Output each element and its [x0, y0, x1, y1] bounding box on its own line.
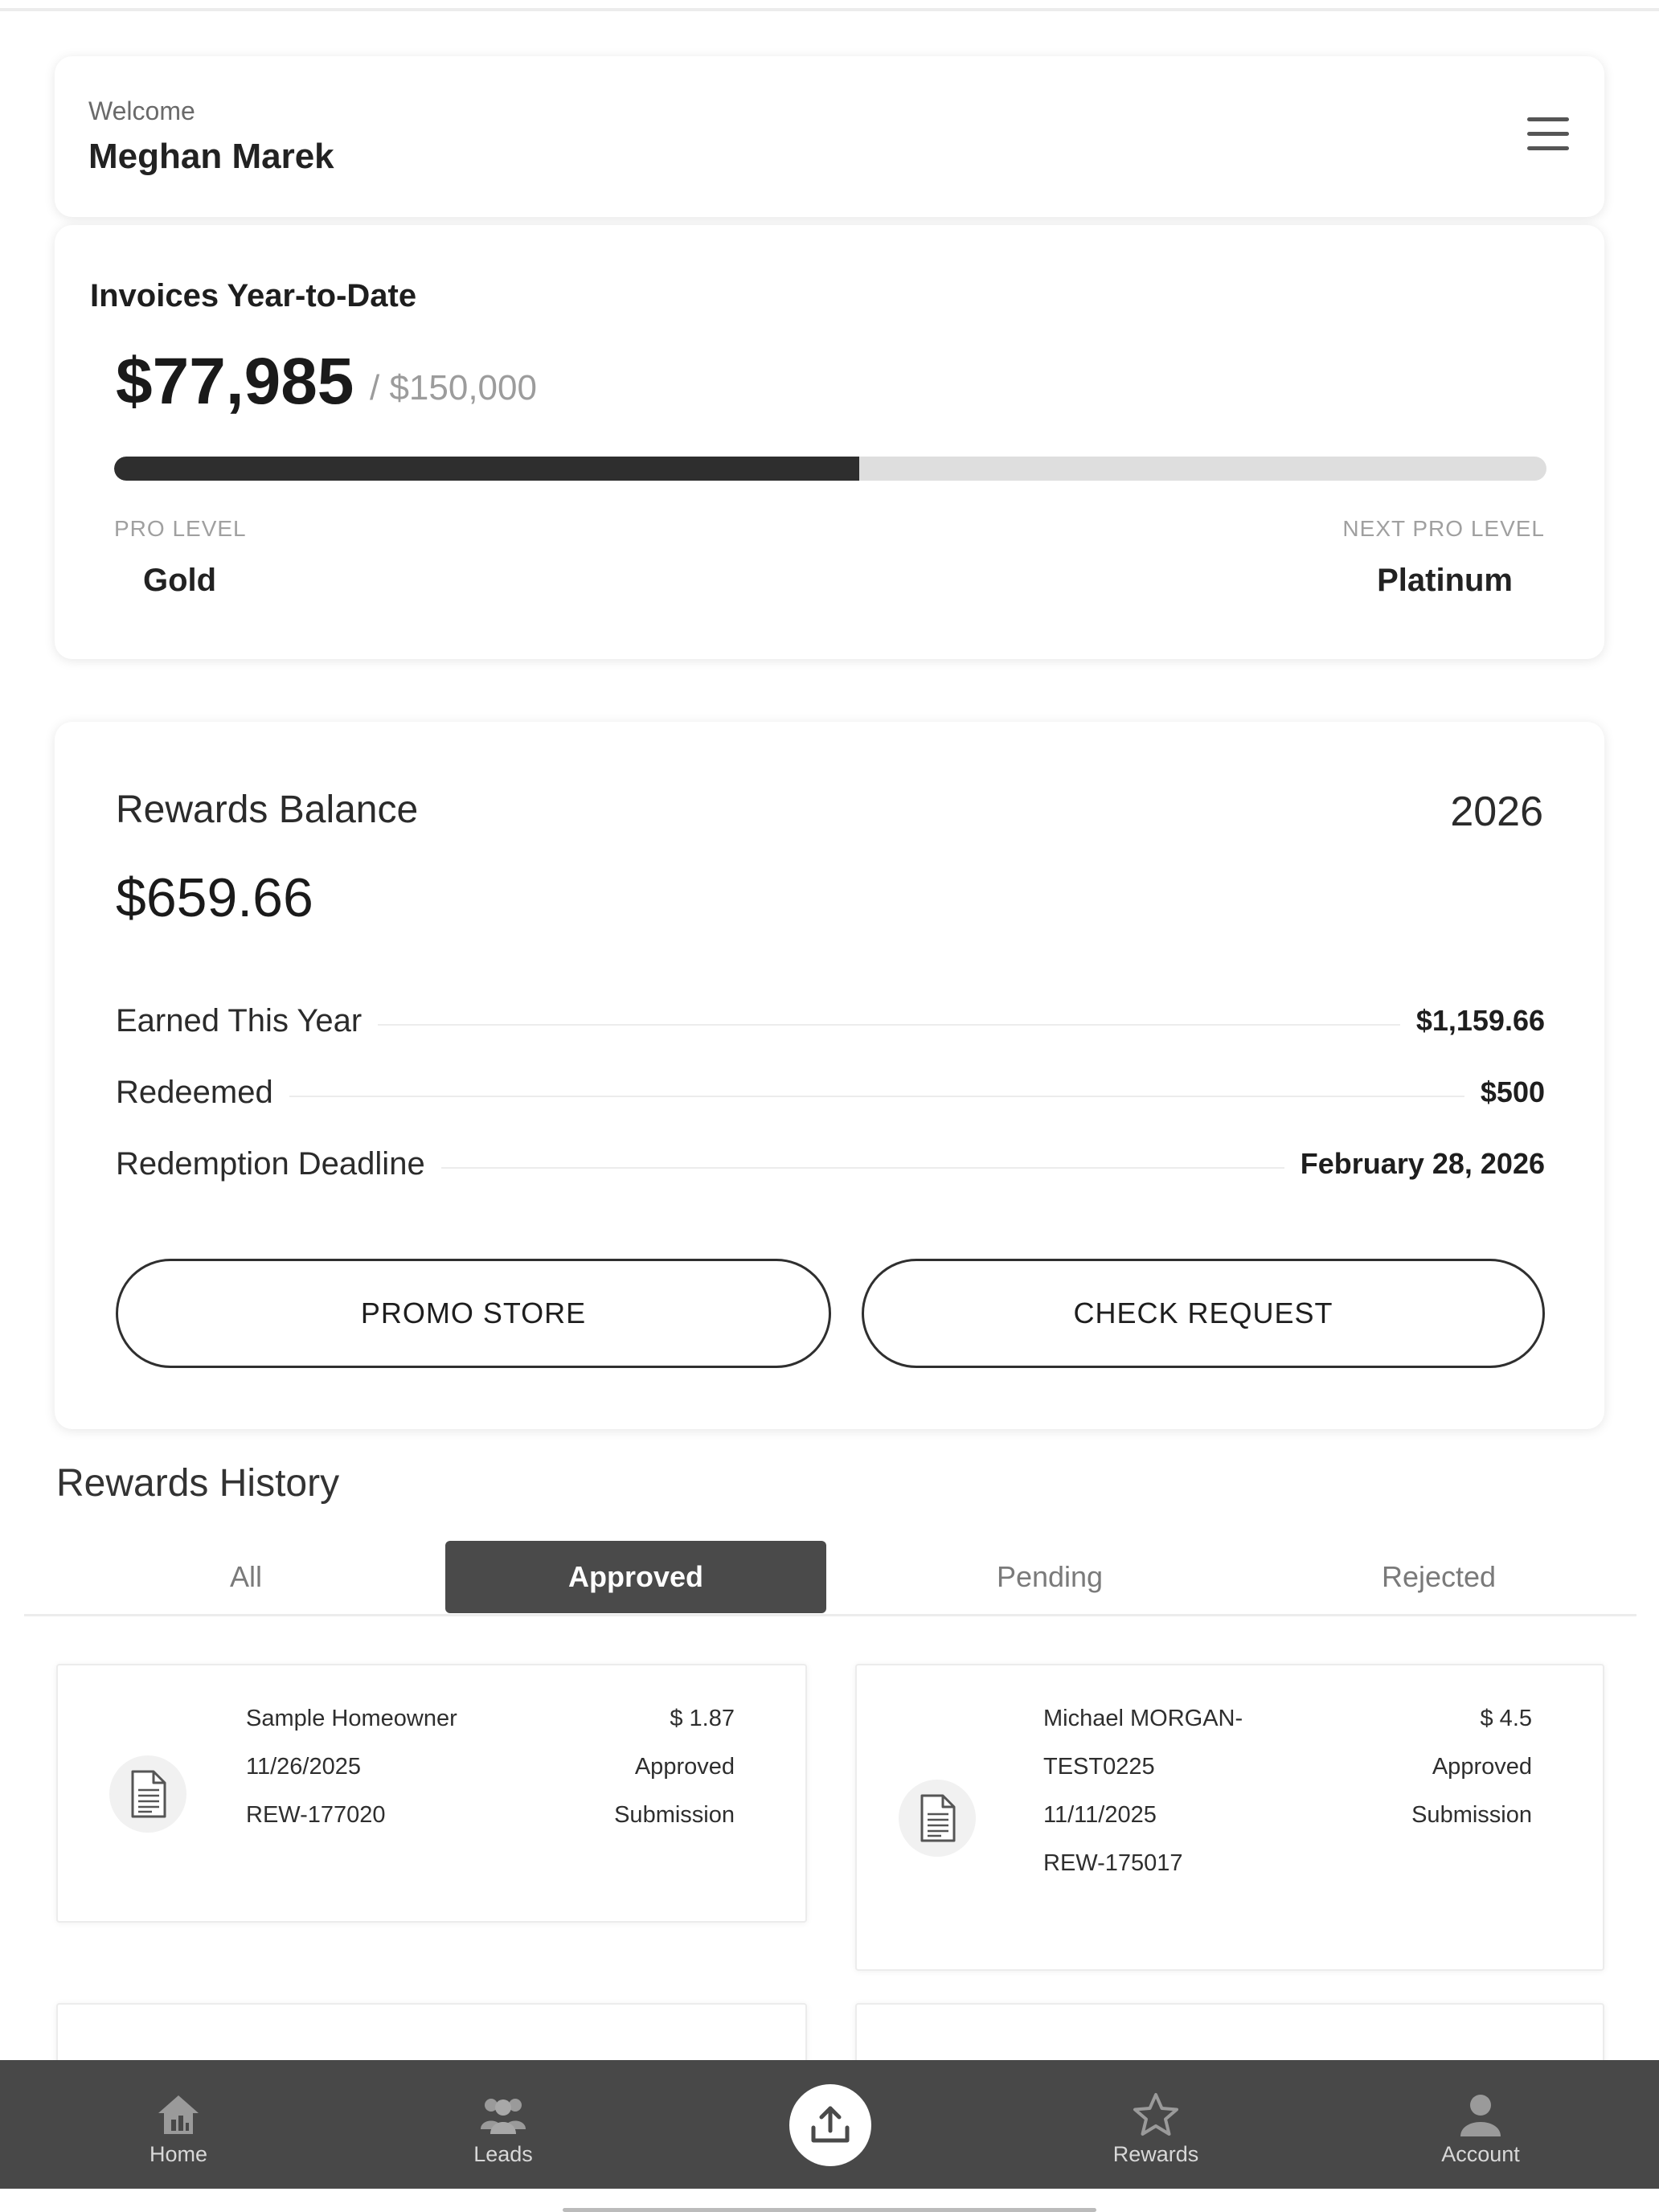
nav-label: Home: [149, 2142, 208, 2166]
rewards-balance-title: Rewards Balance: [116, 789, 419, 831]
earned-this-year-row: [116, 998, 1545, 1043]
check-request-button[interactable]: CHECK REQUEST: [862, 1259, 1545, 1368]
history-card-details: [1043, 1694, 1243, 1887]
redeemed-row: [116, 1070, 1545, 1115]
leads-icon: [477, 2091, 529, 2139]
nav-label: Leads: [473, 2142, 533, 2166]
stat-label: Earned This Year: [116, 1002, 363, 1038]
tab-pending[interactable]: Pending: [996, 1560, 1104, 1593]
nav-home[interactable]: [106, 2060, 251, 2189]
user-name: Meghan Marek: [88, 137, 334, 176]
home-icon: [155, 2091, 202, 2139]
nav-label: Rewards: [1112, 2142, 1199, 2166]
reward-amount: $ 1.87: [670, 1706, 735, 1731]
reward-type: Submission: [614, 1802, 735, 1828]
welcome-label: Welcome: [88, 96, 195, 125]
nav-rewards[interactable]: [1083, 2060, 1228, 2189]
nav-account[interactable]: [1408, 2060, 1553, 2189]
stat-divider: [441, 1167, 1284, 1169]
invoices-card: [55, 225, 1604, 659]
nav-leads[interactable]: [431, 2060, 576, 2189]
rewards-balance-card: [55, 722, 1604, 1429]
homeowner-name: Sample Homeowner: [246, 1706, 457, 1731]
stat-divider: [289, 1096, 1464, 1097]
stat-divider: [378, 1024, 1400, 1026]
nav-label: Account: [1441, 2142, 1520, 2166]
invoices-progress-fill: [114, 457, 859, 481]
top-divider: [0, 8, 1659, 11]
rewards-history-title: Rewards History: [56, 1462, 340, 1505]
reward-status: Approved: [1432, 1754, 1532, 1780]
tab-rejected[interactable]: Rejected: [1381, 1560, 1497, 1593]
reward-id: REW-175017: [1043, 1850, 1183, 1876]
next-pro-level-label: NEXT PRO LEVEL: [1342, 516, 1545, 541]
history-card-summary: [1411, 1694, 1532, 1839]
hamburger-menu-icon[interactable]: [1527, 117, 1569, 151]
reward-amount: $ 4.5: [1480, 1706, 1532, 1731]
reward-id: REW-177020: [246, 1802, 386, 1828]
home-indicator: [563, 2208, 1096, 2212]
upload-button[interactable]: [789, 2084, 871, 2166]
invoices-progress-bar: [114, 457, 1546, 481]
next-pro-level-value: Platinum: [1377, 563, 1513, 598]
history-card-summary: [614, 1694, 735, 1839]
invoices-amount: $77,985: [116, 345, 354, 418]
reward-status: Approved: [634, 1754, 735, 1780]
stat-value: $1,159.66: [1415, 1004, 1545, 1037]
homeowner-name-line2: TEST0225: [1043, 1754, 1155, 1780]
stat-value: $500: [1480, 1075, 1545, 1108]
welcome-header: [55, 56, 1604, 217]
invoices-goal: / $150,000: [370, 368, 537, 408]
history-card-details: [246, 1694, 457, 1839]
reward-type: Submission: [1411, 1802, 1532, 1828]
upload-icon: [807, 2102, 854, 2149]
star-icon: [1132, 2091, 1180, 2139]
promo-store-button[interactable]: PROMO STORE: [116, 1259, 831, 1368]
submission-date: 11/11/2025: [1043, 1802, 1157, 1828]
pro-level-value: Gold: [143, 563, 217, 598]
pro-level-label: PRO LEVEL: [114, 516, 247, 541]
tab-all[interactable]: All: [229, 1560, 262, 1593]
document-icon: [899, 1780, 976, 1857]
account-icon: [1457, 2091, 1504, 2139]
stat-value: February 28, 2026: [1300, 1147, 1545, 1180]
rewards-balance-amount: $659.66: [116, 867, 313, 928]
homeowner-name-line1: Michael MORGAN-: [1043, 1706, 1243, 1731]
history-tabs: [24, 1539, 1636, 1616]
redemption-deadline-row: [116, 1141, 1545, 1186]
history-card[interactable]: [855, 1664, 1604, 1971]
history-card[interactable]: [56, 1664, 807, 1923]
rewards-balance-year: 2026: [1450, 789, 1543, 835]
tab-approved[interactable]: Approved: [445, 1541, 826, 1613]
invoices-title: Invoices Year-to-Date: [90, 278, 417, 313]
stat-label: Redemption Deadline: [116, 1145, 425, 1182]
stat-label: Redeemed: [116, 1074, 273, 1110]
submission-date: 11/26/2025: [246, 1754, 361, 1780]
document-icon: [109, 1755, 186, 1833]
